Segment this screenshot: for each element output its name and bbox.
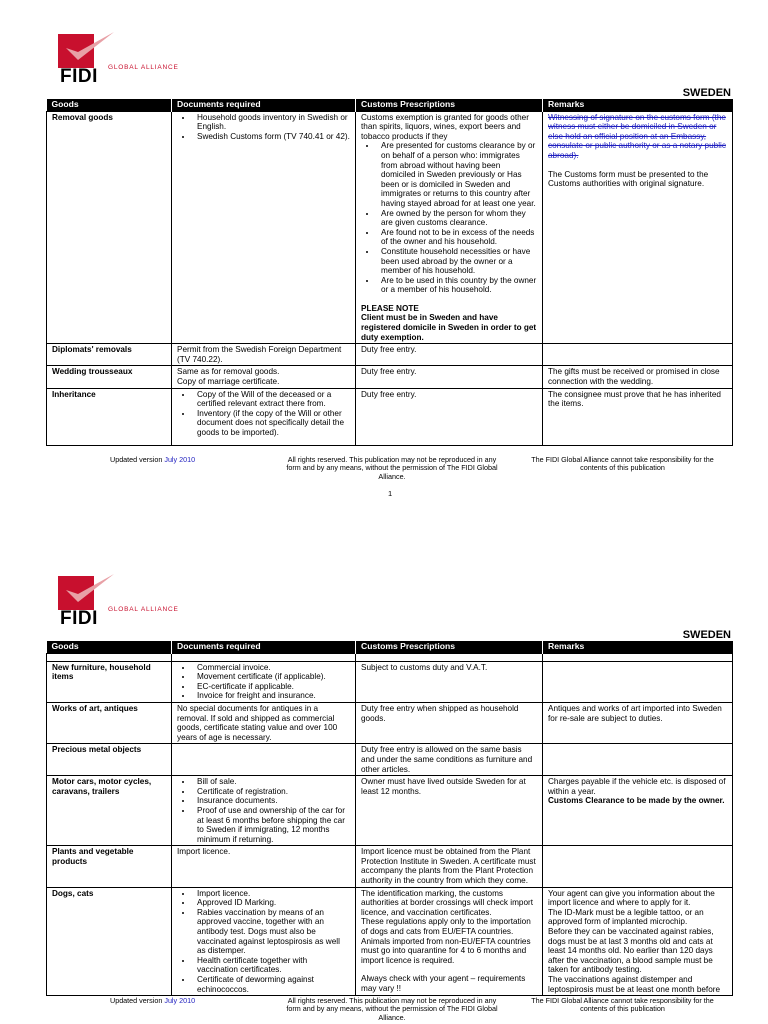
documents-cell: [172, 111, 356, 344]
documents-cell: [172, 776, 356, 846]
table-row: [47, 344, 733, 366]
table-row: [47, 388, 733, 445]
list-item: • Certificate of registration.: [193, 787, 350, 797]
list-item: • Rabies vaccination by means of an approved vaccine, together with an antibody test. Dogs must also be vaccinated against leptospirosis as well as distemper.: [193, 908, 350, 956]
list-item: • Movement certificate (if applicable).: [193, 672, 350, 682]
page-2: [0, 542, 768, 1024]
customs-table-2: [46, 641, 733, 996]
fidi-logo: [52, 572, 179, 630]
list-item: • Health certificate together with vaccination certificates.: [193, 956, 350, 975]
goods-cell: Inheritance: [47, 388, 172, 445]
list-item: • Copy of the Will of the deceased or a certified relevant extract there from.: [193, 390, 350, 409]
customs-cell: Duty free entry.: [356, 388, 543, 445]
list-item: • Insurance documents.: [193, 796, 350, 806]
logo-brand: FIDI: [60, 66, 98, 87]
remark-bold: Customs Clearance to be made by the owner.: [548, 796, 725, 806]
goods-cell: Diplomats' removals: [47, 344, 172, 366]
struck-remark: Witnessing of signature on the customs form (the witness must either be domiciled in Sweden or else hold an official position at an Embassy, consulate or public authority or as a notary public abroad).: [548, 112, 726, 160]
table-row: [47, 661, 733, 702]
customs-line: The identification marking, the customs authorities at border crossings will check import licence, and vaccination certificates.: [361, 888, 534, 917]
remarks-cell: [543, 344, 733, 366]
list-item: • Are owned by the person for whom they are given customs clearance.: [377, 209, 537, 228]
remark-text: The Customs form must be presented to the Customs authorities with original signature.: [548, 169, 709, 189]
remarks-cell: [543, 776, 733, 846]
remark-text: Charges payable if the vehicle etc. is disposed of within a year.: [548, 777, 726, 796]
disclaimer: The FIDI Global Alliance cannot take responsibility for the contents of this publication: [531, 996, 714, 1014]
customs-cell: Owner must have lived outside Sweden for at least 12 months.: [356, 776, 543, 846]
doc-line: Copy of marriage certificate.: [177, 377, 280, 387]
goods-cell: Precious metal objects: [47, 744, 172, 776]
documents-cell: Permit from the Swedish Foreign Department (TV 740.22).: [172, 344, 356, 366]
remarks-cell: Antiques and works of art imported into Sweden for re-sale are subject to duties.: [543, 702, 733, 743]
list-item: • Are found not to be in excess of the needs of the owner and his household.: [377, 228, 537, 247]
customs-cell: Import licence must be obtained from the Plant Protection Institute in Sweden. A certificate must accompany the plants from the Plant Protection authority in the country from which they come.: [356, 846, 543, 887]
goods-cell: Works of art, antiques: [47, 702, 172, 743]
table-row: [47, 776, 733, 846]
remarks-cell: [543, 846, 733, 887]
customs-cell: Duty free entry.: [356, 344, 543, 366]
documents-cell: Import licence.: [172, 846, 356, 887]
list-item: • Swedish Customs form (TV 740.41 or 42).: [193, 132, 350, 142]
goods-cell: Dogs, cats: [47, 887, 172, 996]
documents-cell: [172, 744, 356, 776]
list-item: • Certificate of deworming against echinococcos.: [193, 975, 350, 994]
goods-cell: New furniture, household items: [47, 661, 172, 702]
table-row-empty: [47, 653, 733, 661]
table-row: [47, 366, 733, 388]
updated-version: Updated version July 2010: [110, 455, 196, 464]
note-title: PLEASE NOTE: [361, 303, 419, 313]
header-documents: Documents required: [172, 99, 356, 111]
remark-line: Your agent can give you information about the import licence and where to apply for it.: [548, 888, 715, 908]
country-title: SWEDEN: [682, 87, 731, 99]
documents-cell: [172, 388, 356, 445]
header-customs: Customs Prescriptions: [356, 641, 543, 653]
rights-notice: All rights reserved. This publication may not be reproduced in any form and by any means, without the permission of The FIDI Global Alliance.: [286, 996, 498, 1022]
remarks-cell: The gifts must be received or promised in close connection with the wedding.: [543, 366, 733, 388]
note-text: Client must be in Sweden and have registered domicile in Sweden in order to get duty exemption.: [361, 313, 537, 342]
logo-tagline: GLOBAL ALLIANCE: [108, 606, 179, 613]
header-remarks: Remarks: [543, 99, 733, 111]
table-row: [47, 846, 733, 887]
list-item: • Invoice for freight and insurance.: [193, 691, 350, 701]
documents-cell: [172, 661, 356, 702]
logo-tagline: GLOBAL ALLIANCE: [108, 64, 179, 71]
goods-cell: Plants and vegetable products: [47, 846, 172, 887]
remark-line: The vaccinations against distemper and leptospirosis must be at least one month before: [548, 975, 721, 994]
remark-line: Before they can be vaccinated against rabies, dogs must be at last 3 months old and cats at least 14 months old. No earlier than 120 days after the vaccination, a blood sample must be taken for antibody testing.: [548, 927, 714, 975]
table-row: [47, 111, 733, 344]
goods-cell: Removal goods: [47, 111, 172, 344]
country-title: SWEDEN: [682, 629, 731, 641]
list-item: • Proof of use and ownership of the car for at least 6 months before shipping the car to Sweden if immigrating, 12 months minimum if returning.: [193, 806, 350, 844]
customs-intro: Customs exemption is granted for goods other than spirits, liquors, wines, export beers and tobacco products if they: [361, 112, 529, 141]
header-goods: Goods: [47, 99, 172, 111]
remark-line: The ID-Mark must be a legible tattoo, or an approved form of implanted microchip.: [548, 907, 704, 927]
customs-cell: Duty free entry is allowed on the same basis and under the same conditions as furniture and other articles.: [356, 744, 543, 776]
disclaimer: The FIDI Global Alliance cannot take responsibility for the contents of this publication: [531, 455, 714, 473]
list-item: • Constitute household necessities or have been used abroad by the owner or a member of his household.: [377, 247, 537, 276]
remarks-cell: [543, 744, 733, 776]
customs-line: Animals imported from non-EU/EFTA countries must go into quarantine for 4 to 6 months and import licence is required.: [361, 936, 531, 965]
goods-cell: Motor cars, motor cycles, caravans, trailers: [47, 776, 172, 846]
list-item: • Bill of sale.: [193, 777, 350, 787]
customs-cell: Duty free entry when shipped as household goods.: [356, 702, 543, 743]
table-row: [47, 887, 733, 996]
customs-table-1: [46, 99, 733, 446]
fidi-logo: [52, 30, 179, 88]
documents-cell: [172, 366, 356, 388]
goods-cell: Wedding trousseaux: [47, 366, 172, 388]
page-number: 1: [388, 489, 393, 498]
customs-line: Always check with your agent – requirements may vary !!: [361, 974, 526, 993]
table-header: [47, 641, 733, 653]
customs-cell: Duty free entry.: [356, 366, 543, 388]
remarks-cell: The consignee must prove that he has inherited the items.: [543, 388, 733, 445]
customs-cell: [356, 111, 543, 344]
list-item: • Commercial invoice.: [193, 663, 350, 673]
list-item: • Import licence.: [193, 889, 350, 899]
list-item: • Are presented for customs clearance by or on behalf of a person who: immigrates from abroad without having been domiciled in Sweden previously or Has been or is domiciled in Sweden and immigrates or returns to this country after having stayed abroad for at least one year.: [377, 141, 537, 208]
header-customs: Customs Prescriptions: [356, 99, 543, 111]
header-remarks: Remarks: [543, 641, 733, 653]
table-row: [47, 744, 733, 776]
remarks-cell: [543, 887, 733, 996]
customs-cell: [356, 887, 543, 996]
customs-cell: Subject to customs duty and V.A.T.: [356, 661, 543, 702]
updated-version: Updated version July 2010: [110, 996, 196, 1005]
rights-notice: All rights reserved. This publication may not be reproduced in any form and by any means, without the permission of The FIDI Global Alliance.: [286, 455, 498, 481]
header-goods: Goods: [47, 641, 172, 653]
header-documents: Documents required: [172, 641, 356, 653]
table-row: [47, 702, 733, 743]
list-item: • EC-certificate if applicable.: [193, 682, 350, 692]
documents-cell: No special documents for antiques in a removal. If sold and shipped as commercial goods, certificate stating value and over 100 years of age is necessary.: [172, 702, 356, 743]
table-header: [47, 99, 733, 111]
list-item: • Household goods inventory in Swedish or English.: [193, 113, 350, 132]
remarks-cell: [543, 661, 733, 702]
logo-brand: FIDI: [60, 608, 98, 629]
list-item: • Are to be used in this country by the owner or a member of his household.: [377, 276, 537, 295]
customs-line: These regulations apply only to the importation of dogs and cats from EU/EFTA countries.: [361, 917, 531, 937]
list-item: • Inventory (if the copy of the Will or other document does not specifically detail the goods to be imported).: [193, 409, 350, 438]
list-item: • Approved ID Marking.: [193, 898, 350, 908]
remarks-cell: [543, 111, 733, 344]
documents-cell: [172, 887, 356, 996]
doc-line: Same as for removal goods.: [177, 367, 280, 377]
